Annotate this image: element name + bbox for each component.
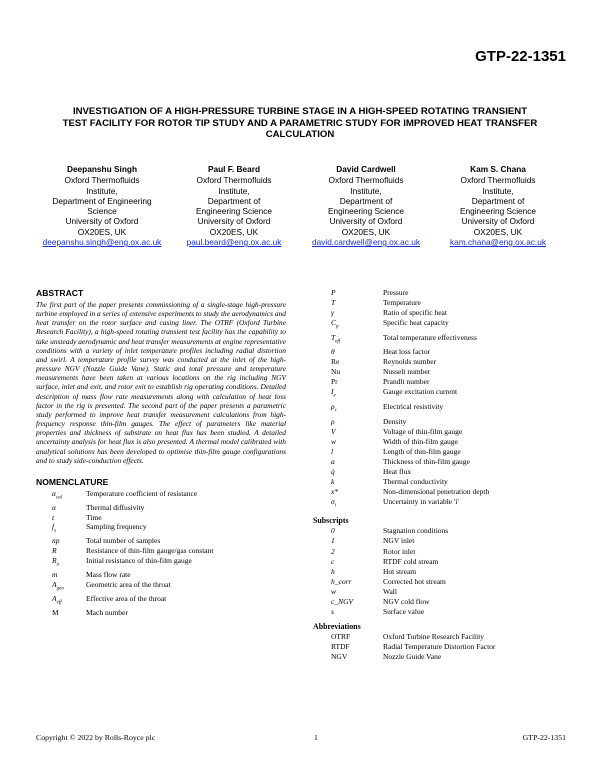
- nomenclature-symbol: $R_o$: [52, 555, 60, 568]
- author-2: [168, 164, 300, 247]
- subscript-definition: Corrected hot stream: [383, 576, 446, 586]
- nomenclature-symbol: $T_{eff}$: [331, 332, 341, 345]
- subscripts-list: [313, 526, 567, 616]
- author-email-link[interactable]: kam.chana@eng.ox.ac.uk: [449, 237, 547, 248]
- nomenclature-symbol: q̇: [331, 466, 335, 476]
- nomenclature-row: [313, 457, 567, 467]
- nomenclature-row: [36, 608, 286, 618]
- subscript-definition: Hot stream: [383, 566, 417, 576]
- nomenclature-row: [36, 489, 286, 503]
- author-name: David Cardwell: [336, 164, 396, 174]
- nomenclature-symbol: ρ: [331, 416, 335, 426]
- paper-title: INVESTIGATION OF A HIGH-PRESSURE TURBINE STAGE IN A HIGH-SPEED ROTATING TRANSIENT TEST FACILITY FOR ROTOR TIP STUDY AND A PARAMETRIC STUDY FOR IMPROVED HEAT TRANSFER CALCULATION: [62, 106, 538, 140]
- nomenclature-row: [313, 497, 567, 512]
- nomenclature-symbol: Nu: [331, 367, 341, 377]
- nomenclature-symbol: x*: [331, 486, 339, 496]
- author-affiliation-line: Institute,: [86, 185, 118, 196]
- nomenclature-symbol: $f_s$: [52, 522, 57, 534]
- author-affiliation-line: OX20ES, UK: [341, 226, 391, 237]
- author-affiliation-line: Department of: [471, 195, 525, 206]
- author-affiliation-line: Engineering Science: [327, 206, 405, 217]
- author-email-link[interactable]: paul.beard@eng.ox.ac.uk: [186, 237, 282, 248]
- subscript-row: [313, 547, 567, 557]
- subscript-symbol: 0: [331, 526, 335, 536]
- author-affiliation-line: OX20ES, UK: [473, 226, 523, 237]
- author-affiliation-line: University of Oxford: [65, 216, 139, 227]
- abbreviation-row: [313, 642, 567, 652]
- nomenclature-definition: Density: [383, 416, 407, 426]
- left-column: [36, 288, 286, 618]
- nomenclature-symbol: $A_{geo}$: [52, 579, 64, 592]
- author-affiliation-line: Engineering Science: [195, 206, 273, 217]
- subscript-row: [313, 577, 567, 587]
- nomenclature-definition: Gauge excitation current: [383, 387, 458, 397]
- nomenclature-heading: NOMENCLATURE: [36, 476, 109, 487]
- nomenclature-symbol: $\sigma_i$: [331, 496, 337, 509]
- nomenclature-definition: Specific heat capacity: [383, 318, 449, 328]
- nomenclature-row: [313, 427, 567, 437]
- abbreviation-term: OTRF: [331, 631, 351, 641]
- subscript-row: [313, 526, 567, 536]
- author-affiliation-line: Institute,: [350, 185, 382, 196]
- nomenclature-row: [313, 288, 567, 298]
- nomenclature-definition: Uncertainty in variable 'i': [383, 496, 459, 506]
- nomenclature-row: [313, 467, 567, 477]
- subscript-row: [313, 587, 567, 597]
- nomenclature-symbol: P: [331, 288, 336, 297]
- nomenclature-symbol: l: [331, 446, 334, 456]
- author-affiliation-line: Institute,: [482, 185, 514, 196]
- author-block: [36, 164, 564, 247]
- subscripts-heading: Subscripts: [313, 516, 349, 526]
- nomenclature-row: [313, 447, 567, 457]
- nomenclature-row: [36, 580, 286, 594]
- nomenclature-symbol: θ: [331, 347, 335, 357]
- right-column: [313, 288, 567, 662]
- nomenclature-symbol: k: [331, 476, 335, 486]
- author-4: [432, 164, 564, 247]
- nomenclature-definition: Heat flux: [383, 466, 412, 476]
- nomenclature-definition: Total number of samples: [86, 536, 161, 546]
- subscript-symbol: 1: [331, 536, 335, 546]
- nomenclature-definition: Thickness of thin-film gauge: [383, 456, 470, 466]
- nomenclature-symbol: a: [331, 456, 335, 466]
- nomenclature-definition: Mach number: [86, 607, 128, 617]
- abbreviation-term: NGV: [331, 651, 348, 661]
- nomenclature-row: [313, 298, 567, 308]
- nomenclature-definition: Resistance of thin-film gauge/gas constant: [86, 546, 214, 556]
- subscript-symbol: h: [331, 566, 335, 576]
- nomenclature-symbol: α: [52, 502, 56, 512]
- nomenclature-definition: Mass flow rate: [86, 569, 131, 579]
- nomenclature-row: [313, 387, 567, 402]
- nomenclature-list-right: [313, 288, 567, 511]
- subscript-definition: Stagnation conditions: [383, 526, 449, 536]
- nomenclature-row: [36, 536, 286, 546]
- nomenclature-row: [36, 513, 286, 523]
- abbreviation-term: RTDF: [331, 641, 350, 651]
- subscript-definition: RTDF cold stream: [383, 556, 439, 566]
- subscript-symbol: c_NGV: [331, 596, 354, 606]
- nomenclature-row: [313, 367, 567, 377]
- nomenclature-symbol: $\rho_r$: [331, 401, 337, 414]
- subscript-row: [313, 557, 567, 567]
- footer-copyright: Copyright © 2022 by Rolls-Royce plc: [36, 733, 156, 742]
- nomenclature-row: [313, 487, 567, 497]
- paper-id-header: GTP-22-1351: [475, 48, 566, 65]
- nomenclature-row: [313, 437, 567, 447]
- nomenclature-row: [36, 556, 286, 570]
- author-affiliation-line: Science: [87, 206, 117, 217]
- author-email-link[interactable]: david.cardwell@eng.ox.ac.uk: [311, 237, 421, 248]
- nomenclature-row: [313, 417, 567, 427]
- abstract-heading: ABSTRACT: [36, 288, 84, 298]
- nomenclature-definition: Initial resistance of thin-film gauge: [86, 555, 192, 565]
- subscript-definition: Surface value: [383, 606, 425, 616]
- nomenclature-definition: Reynolds number: [383, 357, 437, 367]
- nomenclature-symbol: Re: [331, 357, 340, 367]
- author-name: Deepanshu Singh: [66, 164, 138, 174]
- nomenclature-row: [36, 503, 286, 513]
- nomenclature-symbol: $A_{eff}$: [52, 593, 62, 606]
- author-affiliation-line: Department of Engineering: [52, 195, 152, 206]
- subscript-symbol: s: [331, 606, 334, 616]
- nomenclature-row: [313, 308, 567, 318]
- nomenclature-definition: Temperature: [383, 298, 421, 308]
- nomenclature-definition: Voltage of thin-film gauge: [383, 426, 463, 436]
- nomenclature-symbol: m: [52, 569, 58, 579]
- nomenclature-symbol: w: [331, 436, 337, 446]
- subscript-row: [313, 567, 567, 577]
- nomenclature-symbol: M: [52, 607, 59, 617]
- abbreviation-definition: Nozzle Guide Vane: [383, 651, 442, 661]
- nomenclature-symbol: $C_p$: [331, 318, 339, 330]
- nomenclature-definition: Ratio of specific heat: [383, 308, 447, 318]
- author-affiliation-line: University of Oxford: [461, 216, 535, 227]
- nomenclature-definition: Time: [86, 512, 102, 522]
- author-3: [300, 164, 432, 247]
- author-1: [36, 164, 168, 247]
- subscript-row: [313, 607, 567, 617]
- author-affiliation-line: Oxford Thermofluids: [64, 175, 140, 186]
- nomenclature-symbol: Pr: [331, 377, 338, 387]
- abbreviations-heading: Abbreviations: [313, 621, 361, 631]
- nomenclature-definition: Width of thin-film gauge: [383, 436, 458, 446]
- nomenclature-definition: Thermal conductivity: [383, 476, 448, 486]
- author-affiliation-line: Department of: [339, 195, 393, 206]
- abbreviation-definition: Radial Temperature Distortion Factor: [383, 641, 496, 651]
- nomenclature-definition: Prandlt number: [383, 377, 430, 387]
- subscript-symbol: 2: [331, 546, 335, 556]
- subscript-definition: NGV cold flow: [383, 596, 430, 606]
- abbreviation-row: [313, 652, 567, 662]
- nomenclature-definition: Geometric area of the throat: [86, 579, 171, 589]
- nomenclature-row: [313, 347, 567, 357]
- nomenclature-row: [313, 477, 567, 487]
- nomenclature-row: [313, 333, 567, 348]
- nomenclature-row: [313, 357, 567, 367]
- nomenclature-definition: Pressure: [383, 288, 409, 297]
- author-affiliation-line: Department of: [207, 195, 261, 206]
- nomenclature-row: [313, 377, 567, 387]
- author-affiliation-line: Oxford Thermofluids: [460, 175, 536, 186]
- author-affiliation-line: Institute,: [218, 185, 250, 196]
- nomenclature-definition: Non-dimensional penetration depth: [383, 486, 490, 496]
- author-name: Kam S. Chana: [470, 164, 526, 174]
- nomenclature-definition: Nusselt number: [383, 367, 431, 377]
- subscript-row: [313, 536, 567, 546]
- subscript-definition: Wall: [383, 586, 397, 596]
- nomenclature-definition: Total temperature effectiveness: [383, 332, 477, 342]
- nomenclature-symbol: γ: [331, 308, 334, 318]
- nomenclature-symbol: T: [331, 298, 336, 308]
- nomenclature-row: [36, 522, 286, 536]
- nomenclature-row: [313, 402, 567, 417]
- subscript-symbol: h_corr: [331, 576, 352, 586]
- nomenclature-symbol: $I_e$: [331, 387, 336, 399]
- subscript-definition: NGV inlet: [383, 536, 415, 546]
- abstract-text: The first part of the paper presents commissioning of a single-stage high-pressure turbine employed in a series of extensive experiments to study the aerodynamics and heat transfer on the rotor surface and casing liner. The OTRF (Oxford Turbine Research Facility), a high-speed rotating transient test facility has the capability to take unsteady aerodynamic and heat transfer measurements at engine representative conditions with a variety of inlet temperature profiles including radial distortion and swirl. A temperature profile survey was conducted at the inlet of the high-pressure NGV (Nozzle Guide Vane). Static and total pressure and temperature measurements have been taken at various locations on the rig including NGV surface, inlet and exit, and rotor exit to establish rig operating conditions. Detailed description of mass flow rate measurements along with calculation of heat loss factor in the rig is presented. The second part of the paper presents a parametric study performed to improve heat transfer measurement calculations from high-frequency response thin-film gauges. The effect of parameters like material properties and thickness of substrate on heat flux has been studied. A detailed uncertainty analysis for heat flux is also presented. A thermal model calibrated with analytical solutions has been developed to optimise thin-film gauge configurations and to study side-conduction effects.: [36, 300, 286, 465]
- abbreviation-row: [313, 632, 567, 642]
- author-name: Paul F. Beard: [207, 164, 261, 174]
- author-affiliation-line: OX20ES, UK: [209, 226, 259, 237]
- footer-page-number: 1: [314, 733, 318, 742]
- nomenclature-symbol: np: [52, 536, 60, 546]
- nomenclature-row: [313, 318, 567, 333]
- nomenclature-symbol: t: [52, 512, 55, 522]
- author-affiliation-line: University of Oxford: [329, 216, 403, 227]
- author-email-link[interactable]: deepanshu.singh@eng.ox.ac.uk: [42, 237, 162, 248]
- author-affiliation-line: University of Oxford: [197, 216, 271, 227]
- nomenclature-symbol: $\alpha_{cal}$: [52, 488, 63, 501]
- nomenclature-row: [36, 546, 286, 556]
- subscript-symbol: w: [331, 586, 337, 596]
- author-affiliation-line: Oxford Thermofluids: [196, 175, 272, 186]
- abbreviation-definition: Oxford Turbine Research Facility: [383, 631, 485, 641]
- author-affiliation-line: Oxford Thermofluids: [328, 175, 404, 186]
- subscript-symbol: c: [331, 556, 335, 566]
- nomenclature-definition: Effective area of the throat: [86, 593, 167, 603]
- nomenclature-symbol: R: [52, 546, 57, 556]
- nomenclature-row: [36, 594, 286, 608]
- author-affiliation-line: OX20ES, UK: [77, 226, 127, 237]
- subscript-row: [313, 597, 567, 607]
- nomenclature-definition: Electrical resistivity: [383, 401, 444, 411]
- nomenclature-definition: Length of thin-film gauge: [383, 446, 461, 456]
- nomenclature-symbol: V: [331, 426, 336, 436]
- nomenclature-row: [36, 570, 286, 580]
- nomenclature-definition: Heat loss factor: [383, 347, 431, 357]
- footer-paper-id: GTP-22-1351: [522, 733, 566, 742]
- nomenclature-list-left: [36, 489, 286, 618]
- subscript-definition: Rotor inlet: [383, 546, 416, 556]
- nomenclature-definition: Temperature coefficient of resistance: [86, 488, 198, 498]
- nomenclature-definition: Sampling frequency: [86, 522, 147, 532]
- nomenclature-definition: Thermal diffusivity: [86, 502, 145, 512]
- abbreviations-list: [313, 632, 567, 662]
- author-affiliation-line: Engineering Science: [459, 206, 537, 217]
